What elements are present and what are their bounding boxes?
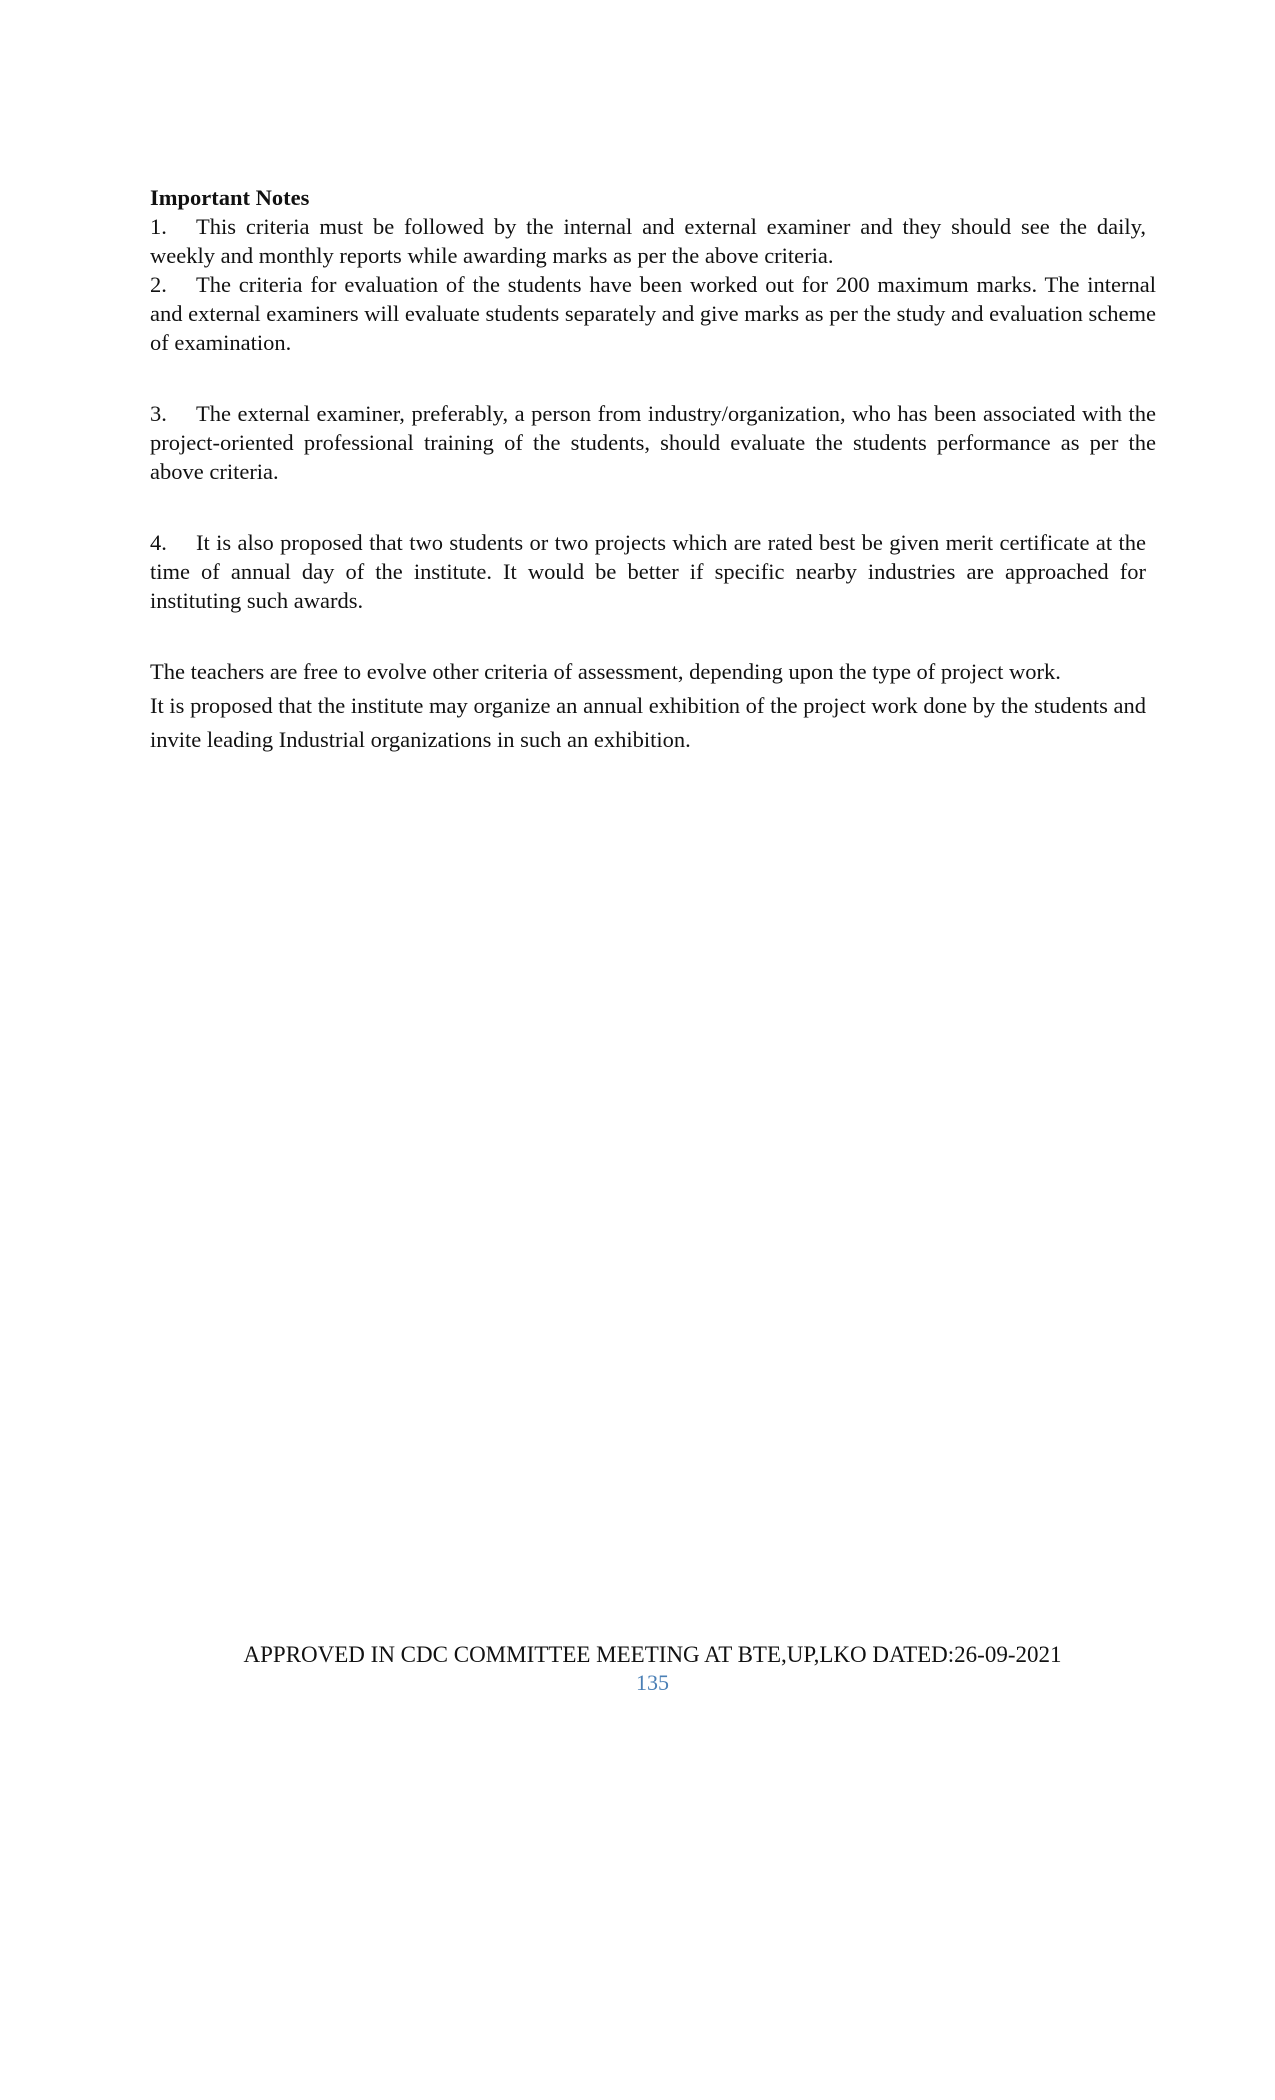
notes-heading: Important Notes bbox=[150, 185, 310, 210]
note-item-3 bbox=[150, 399, 1156, 486]
note-text: This criteria must be followed by the internal and external examiner and they should see the daily, weekly and monthly reports while awarding marks as per the above criteria. bbox=[150, 214, 1146, 268]
note-item-2 bbox=[150, 270, 1156, 357]
note-text: The criteria for evaluation of the students have been worked out for 200 maximum marks. The internal and external examiners will evaluate students separately and give marks as per the study and evaluation scheme of examination. bbox=[150, 272, 1156, 355]
approval-statement: APPROVED IN CDC COMMITTEE MEETING AT BTE,UP,LKO DATED:26-09-2021 bbox=[243, 1642, 1062, 1667]
note-item-4 bbox=[150, 528, 1146, 615]
note-number: 2. bbox=[150, 272, 167, 297]
notes-section bbox=[150, 183, 1156, 757]
note-number: 1. bbox=[150, 214, 167, 239]
note-text: The external examiner, preferably, a person from industry/organization, who has been associated with the project-oriented professional training of the students, should evaluate the students performance as per the above criteria. bbox=[150, 401, 1156, 484]
note-number: 4. bbox=[150, 530, 167, 555]
note-text: It is also proposed that two students or two projects which are rated best be given merit certificate at the time of annual day of the institute. It would be better if specific nearby industries are approached for instituting such awards. bbox=[150, 530, 1146, 613]
note-number: 3. bbox=[150, 401, 167, 426]
closing-line-2: It is proposed that the institute may organize an annual exhibition of the project work done by the students and invite leading Industrial organizations in such an exhibition. bbox=[150, 693, 1146, 752]
note-item-1 bbox=[150, 212, 1146, 270]
page-footer bbox=[0, 1640, 1275, 1696]
closing-paragraph bbox=[150, 655, 1146, 757]
closing-line-1: The teachers are free to evolve other criteria of assessment, depending upon the type of project work. bbox=[150, 659, 1061, 684]
page-number: 135 bbox=[636, 1670, 669, 1695]
